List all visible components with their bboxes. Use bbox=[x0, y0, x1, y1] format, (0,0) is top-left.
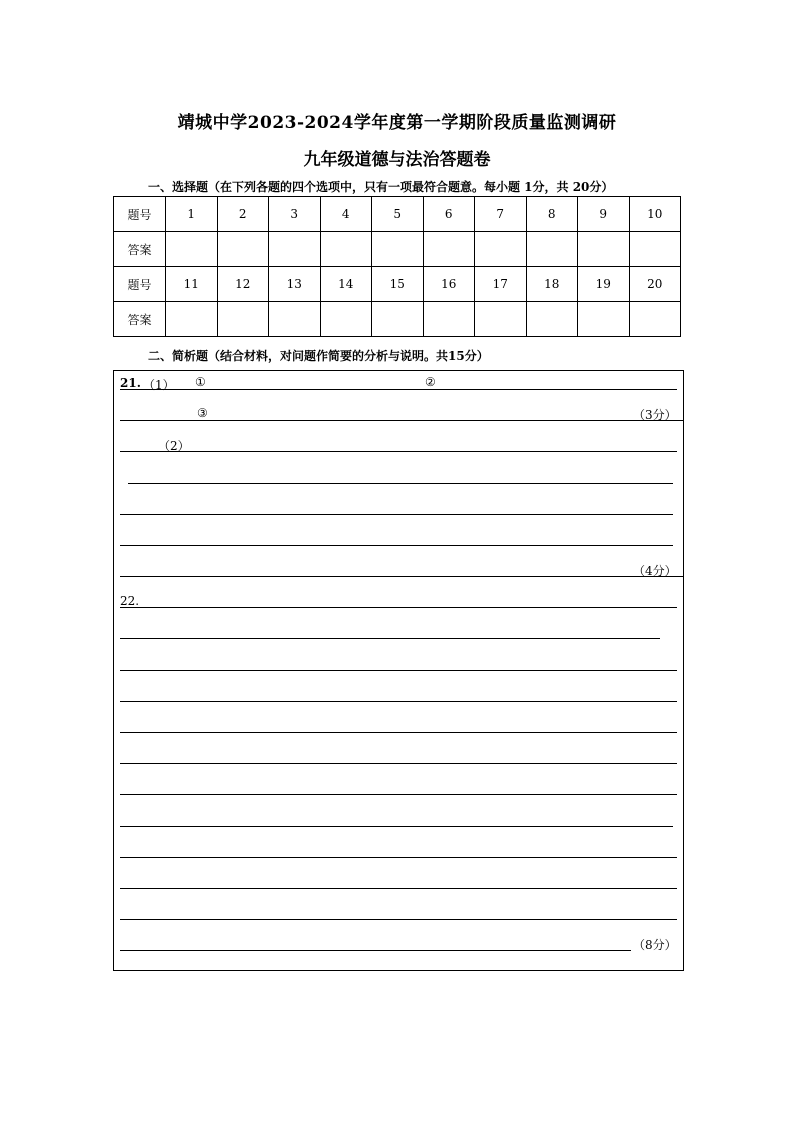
question-number: 9 bbox=[578, 197, 630, 232]
answer-cell[interactable] bbox=[526, 302, 578, 337]
question-number: 3 bbox=[269, 197, 321, 232]
answer-line[interactable] bbox=[120, 514, 673, 515]
question-number: 13 bbox=[269, 267, 321, 302]
answer-line[interactable] bbox=[120, 826, 673, 827]
answer-cell[interactable] bbox=[578, 302, 630, 337]
answer-cell[interactable] bbox=[423, 302, 475, 337]
answer-row-1 bbox=[114, 232, 681, 267]
answer-line[interactable] bbox=[120, 888, 677, 889]
answer-line[interactable] bbox=[120, 732, 677, 733]
answer-line[interactable] bbox=[120, 794, 677, 795]
question-label: 题号 bbox=[114, 197, 166, 232]
question-number: 17 bbox=[475, 267, 527, 302]
answer-cell[interactable] bbox=[166, 232, 218, 267]
q22-label: 22. bbox=[120, 594, 140, 608]
circle-1-marker: ① bbox=[195, 375, 206, 389]
question-number: 18 bbox=[526, 267, 578, 302]
answer-cell[interactable] bbox=[320, 302, 372, 337]
answer-cell[interactable] bbox=[526, 232, 578, 267]
answer-line[interactable] bbox=[120, 763, 677, 764]
answer-line[interactable] bbox=[120, 701, 677, 702]
answer-cell[interactable] bbox=[269, 232, 321, 267]
answer-line[interactable] bbox=[120, 670, 677, 671]
answer-line[interactable] bbox=[120, 545, 673, 546]
circle-2-marker: ② bbox=[425, 375, 436, 389]
question-number: 14 bbox=[320, 267, 372, 302]
question-number-row-2 bbox=[114, 267, 681, 302]
answer-cell[interactable] bbox=[423, 232, 475, 267]
answer-line[interactable] bbox=[120, 607, 677, 608]
q22-score: （8分） bbox=[633, 938, 677, 952]
answer-line[interactable] bbox=[120, 451, 677, 452]
question-number: 11 bbox=[166, 267, 218, 302]
circle-3-marker: ③ bbox=[197, 406, 208, 420]
question-number: 20 bbox=[629, 267, 681, 302]
page-title: 靖城中学2023-2024学年度第一学期阶段质量监测调研 bbox=[177, 113, 617, 133]
answer-cell[interactable] bbox=[166, 302, 218, 337]
section1-heading: 一、选择题（在下列各题的四个选项中，只有一项最符合题意。每小题 1分，共 20分） bbox=[148, 180, 614, 194]
answer-cell[interactable] bbox=[269, 302, 321, 337]
question-number: 6 bbox=[423, 197, 475, 232]
q21-part1-score: （3分） bbox=[633, 408, 677, 422]
answer-cell[interactable] bbox=[217, 302, 269, 337]
answer-row-2 bbox=[114, 302, 681, 337]
multiple-choice-table bbox=[113, 196, 681, 337]
question-label: 题号 bbox=[114, 267, 166, 302]
page-subtitle: 九年级道德与法治答题卷 bbox=[303, 150, 491, 170]
answer-cell[interactable] bbox=[475, 232, 527, 267]
answer-line[interactable] bbox=[120, 389, 677, 390]
answer-cell[interactable] bbox=[320, 232, 372, 267]
q21-part2-label: （2） bbox=[158, 439, 190, 453]
answer-cell[interactable] bbox=[372, 302, 424, 337]
question-number: 10 bbox=[629, 197, 681, 232]
answer-cell[interactable] bbox=[629, 302, 681, 337]
question-number: 1 bbox=[166, 197, 218, 232]
answer-line[interactable] bbox=[120, 919, 677, 920]
answer-label: 答案 bbox=[114, 302, 166, 337]
question-number: 19 bbox=[578, 267, 630, 302]
answer-line[interactable] bbox=[120, 576, 683, 577]
answer-cell[interactable] bbox=[578, 232, 630, 267]
answer-cell[interactable] bbox=[475, 302, 527, 337]
question-number-row-1 bbox=[114, 197, 681, 232]
answer-line[interactable] bbox=[120, 420, 683, 421]
answer-label: 答案 bbox=[114, 232, 166, 267]
answer-line[interactable] bbox=[120, 638, 660, 639]
question-number: 16 bbox=[423, 267, 475, 302]
answer-cell[interactable] bbox=[629, 232, 681, 267]
section2-heading: 二、简析题（结合材料，对问题作简要的分析与说明。共15分） bbox=[148, 349, 489, 363]
answer-line[interactable] bbox=[128, 483, 673, 484]
answer-cell[interactable] bbox=[372, 232, 424, 267]
question-number: 7 bbox=[475, 197, 527, 232]
q21-part2-score: （4分） bbox=[633, 564, 677, 578]
answer-line[interactable] bbox=[120, 857, 677, 858]
question-number: 15 bbox=[372, 267, 424, 302]
question-number: 5 bbox=[372, 197, 424, 232]
question-number: 2 bbox=[217, 197, 269, 232]
question-number: 8 bbox=[526, 197, 578, 232]
q21-label: 21. bbox=[120, 376, 141, 390]
question-number: 4 bbox=[320, 197, 372, 232]
answer-cell[interactable] bbox=[217, 232, 269, 267]
q21-part1-label: （1） bbox=[143, 378, 175, 392]
question-number: 12 bbox=[217, 267, 269, 302]
answer-line[interactable] bbox=[120, 950, 631, 951]
